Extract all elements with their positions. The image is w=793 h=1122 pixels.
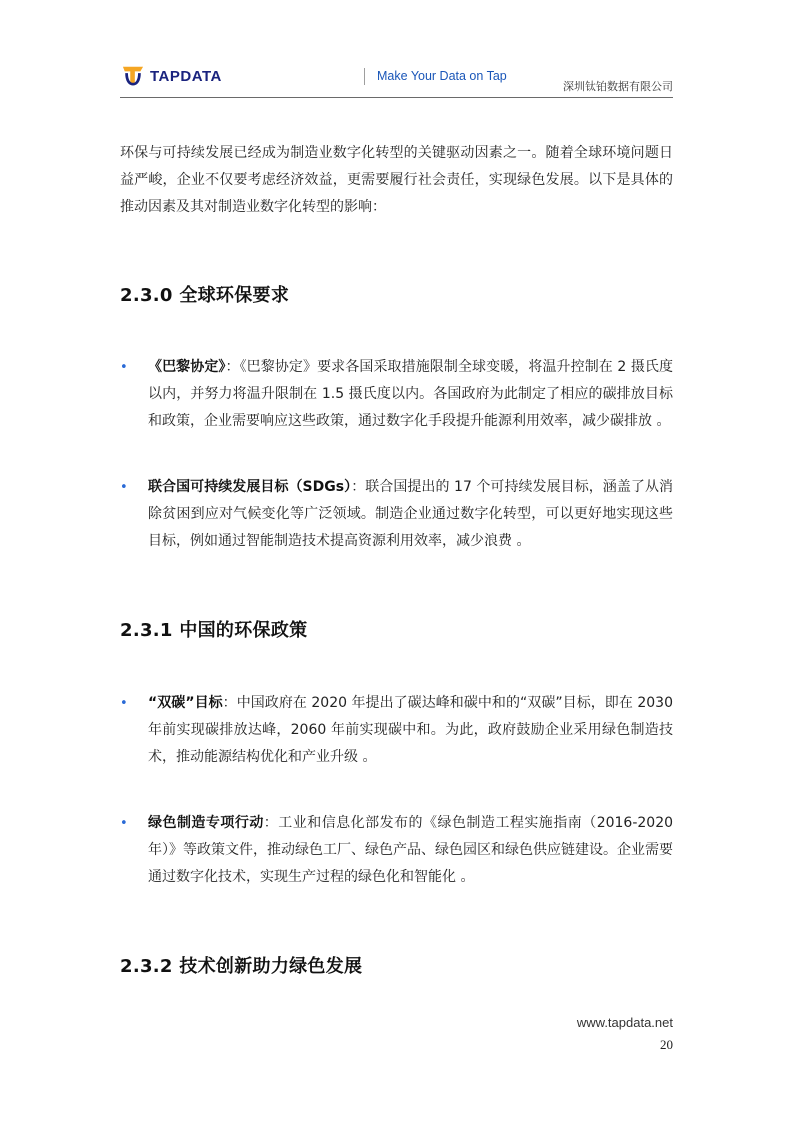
bullet-title: 联合国可持续发展目标（SDGs） bbox=[148, 479, 352, 495]
section-heading: 2.3.2 技术创新助力绿色发展 bbox=[120, 956, 363, 977]
logo-text: TAPDATA bbox=[150, 68, 222, 85]
page-number: 20 bbox=[660, 1037, 673, 1052]
bullet-dot-icon: • bbox=[120, 480, 128, 495]
bullet-dot-icon: • bbox=[120, 360, 128, 375]
intro-paragraph: 环保与可持续发展已经成为制造业数字化转型的关键驱动因素之一。随着全球环境问题日益严峻，企业不仅要考虑经济效益，更需要履行社会责任，实现绿色发展。以下是具体的推动因素及其对制造业数字化转型的影响： bbox=[120, 145, 673, 215]
bullet-text: ：《巴黎协定》要求各国采取措施限制全球变暖，将温升控制在 2 摄氏度以内，并努力将温升限制在 1.5 摄氏度以内。各国政府为此制定了相应的碳排放目标和政策，企业需要响应这些政策，通过数字化手段提升能源利用效率，减少碳排放 。 bbox=[148, 359, 674, 429]
header-divider bbox=[364, 68, 365, 85]
bullet-text: ：中国政府在 2020 年提出了碳达峰和碳中和的“双碳”目标，即在 2030 年前实现碳排放达峰，2060 年前实现碳中和。为此，政府鼓励企业采用绿色制造技术，推动能源结构优化和产业升级 。 bbox=[148, 695, 673, 765]
footer-url: www.tapdata.net bbox=[576, 1015, 673, 1030]
bullet-item bbox=[120, 810, 673, 891]
tapdata-logo-icon bbox=[120, 64, 146, 86]
section-heading: 2.3.0 全球环保要求 bbox=[120, 285, 290, 306]
header-slogan: Make Your Data on Tap bbox=[377, 69, 507, 83]
bullet-item bbox=[120, 354, 673, 435]
bullet-text: ：工业和信息化部发布的《绿色制造工程实施指南（2016-2020 年）》等政策文件，推动绿色工厂、绿色产品、绿色园区和绿色供应链建设。企业需要通过数字化技术，实现生产过程的绿色化和智能化 。 bbox=[148, 815, 674, 885]
section-heading: 2.3.1 中国的环保政策 bbox=[120, 620, 308, 641]
bullet-title: 绿色制造专项行动 bbox=[148, 815, 264, 831]
bullet-dot-icon: • bbox=[120, 816, 128, 831]
bullet-title: 《巴黎协定》 bbox=[148, 359, 226, 375]
bullet-item bbox=[120, 690, 673, 771]
bullet-text: ：联合国提出的 17 个可持续发展目标，涵盖了从消除贫困到应对气候变化等广泛领域。制造企业通过数字化转型，可以更好地实现这些目标，例如通过智能制造技术提高资源利用效率，减少浪费 。 bbox=[148, 479, 674, 549]
bullet-title: “双碳”目标 bbox=[148, 695, 223, 711]
company-name: 深圳钛铂数据有限公司 bbox=[563, 80, 673, 93]
page-header bbox=[120, 60, 673, 98]
bullet-item bbox=[120, 474, 673, 555]
bullet-dot-icon: • bbox=[120, 696, 128, 711]
